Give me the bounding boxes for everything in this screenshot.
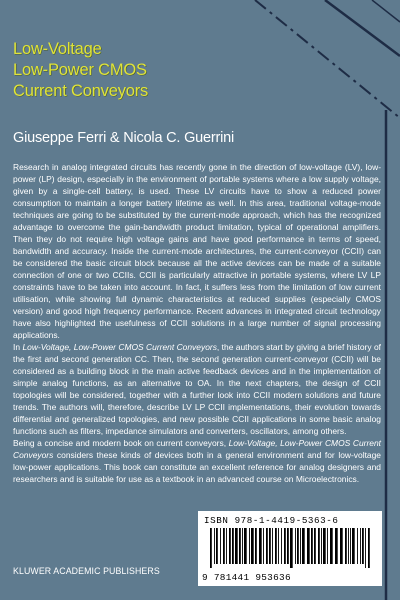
barcode-bar bbox=[278, 528, 279, 564]
barcode-bar bbox=[311, 528, 313, 564]
barcode-bar bbox=[235, 528, 238, 564]
barcode-bar bbox=[259, 528, 262, 564]
barcode-bar bbox=[362, 528, 364, 564]
barcode-bar bbox=[352, 528, 355, 564]
barcode-bar bbox=[350, 528, 351, 564]
barcode-graphic bbox=[208, 528, 372, 568]
publisher-name: KLUWER ACADEMIC PUBLISHERS bbox=[13, 566, 160, 576]
barcode-bar bbox=[266, 528, 268, 564]
back-cover-description bbox=[13, 161, 381, 485]
book-title-italic: Low-Voltage, Low-Power CMOS Current Conveyors bbox=[22, 342, 217, 353]
barcode-bar bbox=[368, 528, 370, 568]
barcode-bar bbox=[249, 528, 250, 564]
barcode-bar bbox=[255, 528, 257, 564]
barcode-bar bbox=[307, 528, 310, 564]
barcode-bar bbox=[275, 528, 277, 564]
book-title-italic: Low-Voltage, Low-Power CMOS Current Conveyors bbox=[13, 438, 382, 461]
description-paragraph: Research in analog integrated circuits has recently gone in the direction of low-voltage (LV), low-power (LP) design, especially in the environment of portable systems where a low supply voltage, given by a single-cell battery, is used. These LV circuits have to show a reduced power consumption to maintain a longer battery lifetime as well. In this area, traditional voltage-mode techniques are going to be substituted by the current-mode approach, which has the recognized advantage to overcome the gain-bandwidth product limitation, typical of operational amplifiers. Then they do not require high voltage gains and have good performance in terms of speed, bandwidth and accuracy. Inside the current-mode architectures, the current-conveyor (CCII) can be considered the basic circuit block because all the active devices can be made of a suitable connection of one or two CCIIs. CCII is particularly attractive in portable systems, where LV LP constraints have to be taken into account. In fact, it suffers less from the limitation of low current utilisation, while showing full dynamic characteristics at reduced supplies (especially CMOS version) and good high frequency performance. Recent advances in integrated circuit technology have also highlighted the usefulness of CCII solutions in a large number of signal processing applications. bbox=[13, 162, 381, 341]
barcode-bar bbox=[345, 528, 347, 564]
barcode-bar bbox=[229, 528, 231, 564]
barcode-bar bbox=[287, 528, 289, 564]
barcode-bar bbox=[314, 528, 316, 564]
barcode-bar bbox=[242, 528, 243, 564]
barcode-bar bbox=[323, 528, 326, 564]
barcode-bar bbox=[269, 528, 271, 564]
text-span: In bbox=[13, 342, 23, 353]
barcode-bar bbox=[297, 528, 299, 564]
barcode-bar bbox=[300, 528, 301, 564]
barcode-digits: 9 781441 953636 bbox=[202, 572, 291, 583]
barcode-bar bbox=[226, 528, 227, 564]
text-span: , the authors start by giving a brief history of the first and second generation CC. Then, the second generation current-conveyor (CCII) will be considered as a building block in the main active feedback devices and in the implementation of simple analog functions, as an alternative to OA. In the next chapters, the design of CCII topologies will be considered, together with a further look into CCII modern solutions and future trends. The authors will, therefore, describe LV LP CCII implementations, their evolution towards differential and generalized topologies, and new possible CCII applications in some basic analog functions such as filters, impedance simulators and converters, oscillators, among others. bbox=[13, 342, 381, 437]
title-line: Low-Voltage bbox=[13, 40, 102, 58]
barcode-bar bbox=[357, 528, 358, 564]
barcode-bar bbox=[318, 528, 320, 564]
isbn-barcode-box bbox=[198, 511, 382, 586]
barcode-bar bbox=[290, 528, 293, 568]
barcode-bar bbox=[263, 528, 264, 564]
barcode-bar bbox=[272, 528, 273, 564]
book-title bbox=[13, 39, 148, 102]
text-span: Being a concise and modern book on current conveyors, bbox=[13, 438, 229, 449]
barcode-bar bbox=[232, 528, 234, 564]
barcode-bar bbox=[223, 528, 225, 564]
barcode-bar bbox=[281, 528, 282, 564]
barcode-bar bbox=[210, 528, 212, 568]
barcode-bar bbox=[214, 528, 215, 564]
barcode-bar bbox=[216, 528, 218, 564]
barcode-bar bbox=[239, 528, 241, 564]
text-span: considers these kinds of devices both in a general environment and for low-voltage low-power applications. This book can constitute an excellent reference for analog designers and researchers and is suitable for use as a textbook in an advanced course on Microelectronics. bbox=[13, 450, 381, 485]
barcode-bar bbox=[220, 528, 221, 564]
barcode-bar bbox=[251, 528, 254, 564]
barcode-bar bbox=[321, 528, 322, 564]
barcode-bar bbox=[340, 528, 343, 564]
barcode-bar bbox=[302, 528, 305, 564]
barcode-bar bbox=[365, 528, 366, 568]
title-line: Low-Power CMOS bbox=[13, 61, 147, 79]
title-line: Current Conveyors bbox=[13, 82, 149, 100]
barcode-bar bbox=[327, 528, 328, 564]
description-paragraph bbox=[13, 437, 381, 485]
barcode-bar bbox=[295, 528, 296, 564]
isbn-label: ISBN 978-1-4419-5363-6 bbox=[204, 515, 339, 526]
barcode-bar bbox=[284, 528, 286, 564]
barcode-bar bbox=[330, 528, 333, 564]
barcode-bar bbox=[360, 528, 361, 564]
authors: Giuseppe Ferri & Nicola C. Guerrini bbox=[13, 130, 235, 146]
barcode-bar bbox=[335, 528, 338, 564]
barcode-bar bbox=[244, 528, 247, 564]
description-paragraph bbox=[13, 341, 381, 437]
barcode-bar bbox=[348, 528, 349, 564]
